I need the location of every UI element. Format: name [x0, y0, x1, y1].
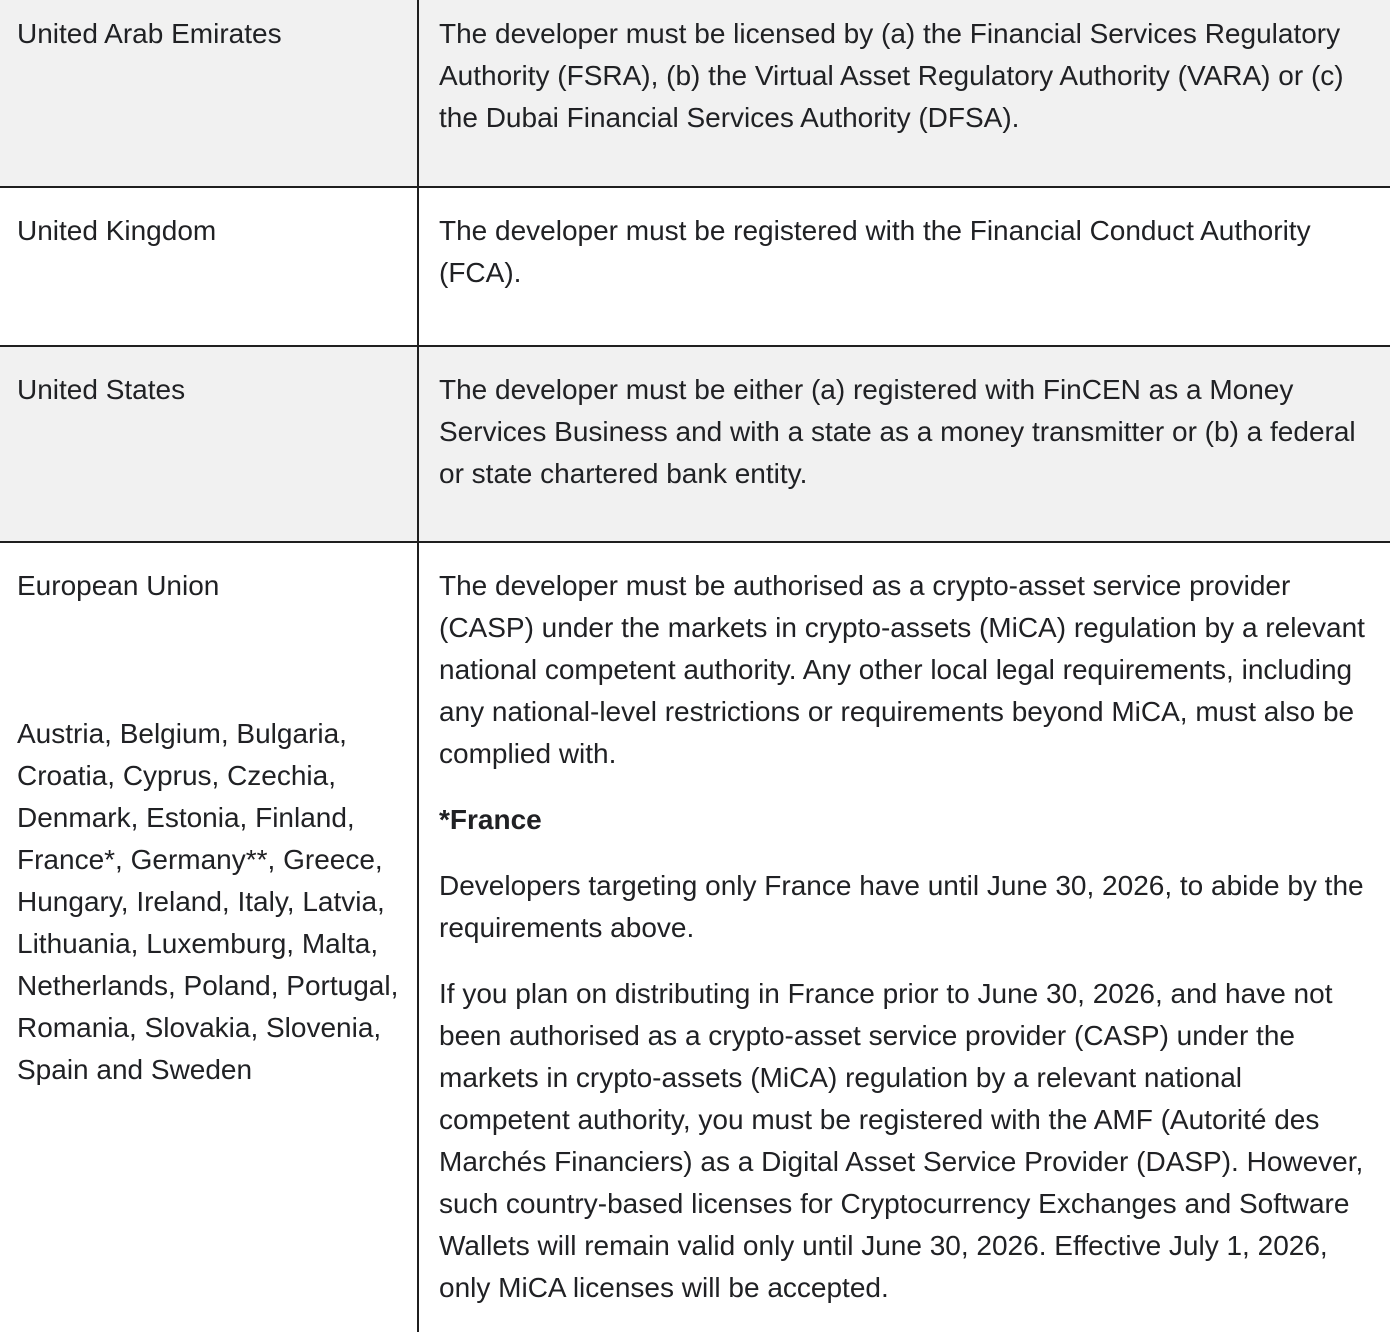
requirement-text: The developer must be either (a) registered with FinCEN as a Money Services Business and with a state as a money transmitter or (b) a federal or state chartered bank entity. — [439, 374, 1356, 489]
requirement-text: The developer must be licensed by (a) the Financial Services Regulatory Authority (FSRA), (b) the Virtual Asset Regulatory Authority (VARA) or (c) the Dubai Financial Services Authority (DFSA). — [439, 18, 1344, 133]
requirement-cell — [419, 188, 1390, 345]
requirement-cell — [419, 0, 1390, 186]
france-heading: *France — [439, 804, 542, 835]
region-cell — [0, 543, 419, 1332]
table-row-united-states — [0, 345, 1390, 541]
table-row-united-kingdom — [0, 186, 1390, 345]
region-country-list: Austria, Belgium, Bulgaria, Croatia, Cyprus, Czechia, Denmark, Estonia, Finland, France*, Germany**, Greece, Hungary, Ireland, Italy, Latvia, Lithuania, Luxemburg, Malta, Netherlands, Poland, Portugal, Romania, Slovakia, Slovenia, Spain and Sweden — [17, 718, 399, 1085]
requirement-text: The developer must be registered with the Financial Conduct Authority (FCA). — [439, 215, 1311, 288]
region-cell — [0, 0, 419, 186]
requirement-cell — [419, 347, 1390, 541]
region-name: United Arab Emirates — [17, 18, 282, 49]
region-cell — [0, 188, 419, 345]
table-row-united-arab-emirates — [0, 0, 1390, 186]
table-row-european-union — [0, 541, 1390, 1332]
requirement-text: The developer must be authorised as a crypto-asset service provider (CASP) under the markets in crypto-assets (MiCA) regulation by a relevant national competent authority. Any other local legal requirements, including any national-level restrictions or requirements beyond MiCA, must also be complied with. — [439, 570, 1365, 769]
france-note-1: Developers targeting only France have until June 30, 2026, to abide by the requirements above. — [439, 870, 1364, 943]
france-note-2: If you plan on distributing in France prior to June 30, 2026, and have not been authorised as a crypto-asset service provider (CASP) under the markets in crypto-assets (MiCA) regulation by a relevant national competent authority, you must be registered with the AMF (Autorité des Marchés Financiers) as a Digital Asset Service Provider (DASP). However, such country-based licenses for Cryptocurrency Exchanges and Software Wallets will remain valid only until June 30, 2026. Effective July 1, 2026, only MiCA licenses will be accepted. — [439, 978, 1364, 1303]
requirement-cell — [419, 543, 1390, 1332]
region-name: United States — [17, 374, 186, 405]
region-cell — [0, 347, 419, 541]
region-name: European Union — [17, 570, 220, 601]
region-name: United Kingdom — [17, 215, 217, 246]
